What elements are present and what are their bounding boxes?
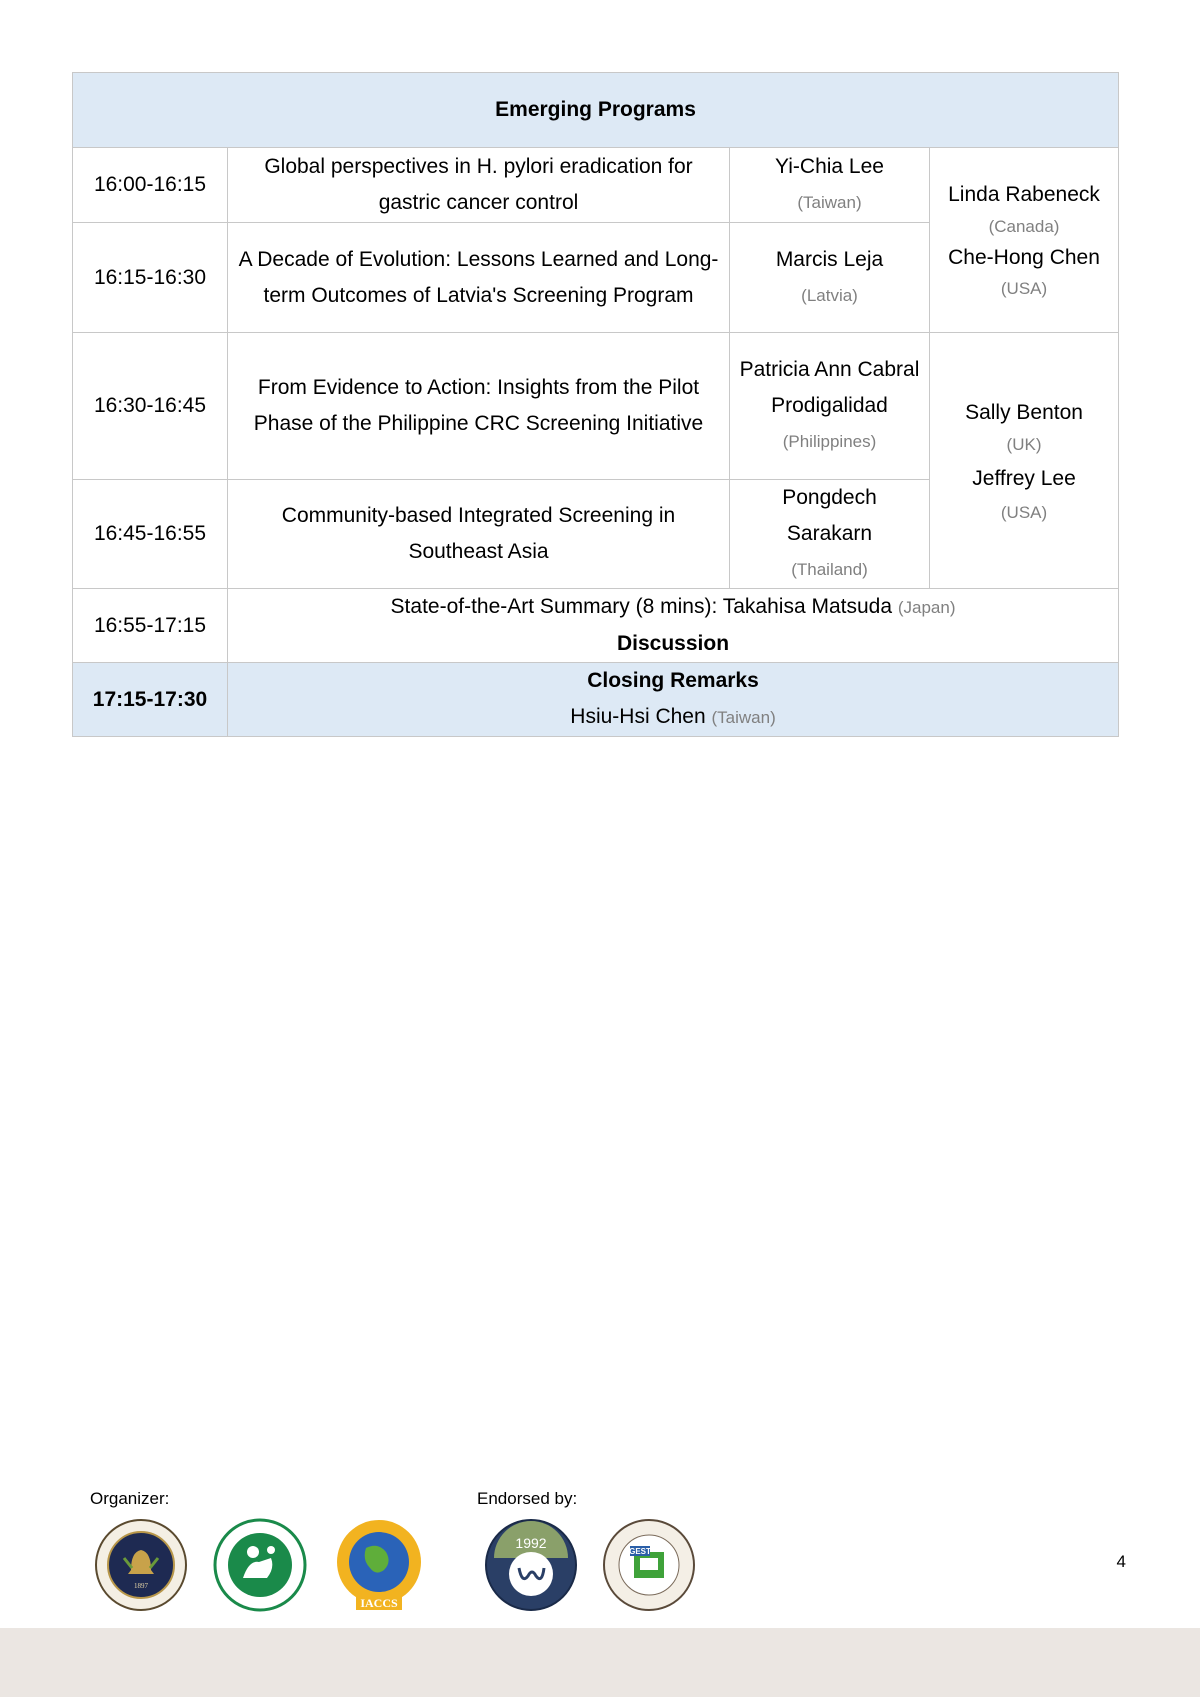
speaker-cell	[730, 148, 930, 223]
moderators-cell	[930, 333, 1119, 589]
moderator-name: Jeffrey Lee	[972, 466, 1076, 490]
speaker-cell	[730, 223, 930, 333]
moderator-name: Sally Benton	[965, 400, 1083, 424]
iaccs-logo	[332, 1518, 426, 1612]
speaker-country: (Latvia)	[801, 285, 858, 305]
speaker-name: Marcis Leja	[775, 247, 884, 271]
speaker-name: Patricia Ann Cabral Prodigalidad	[739, 358, 920, 417]
page-number: 4	[1116, 1552, 1126, 1571]
talk-title: From Evidence to Action: Insights from the Pilot Phase of the Philippine CRC Screening Initiative	[228, 333, 730, 480]
ntu-year: 1897	[134, 1582, 148, 1590]
iaccs-text: IACCS	[360, 1596, 398, 1610]
speaker-cell	[730, 333, 930, 480]
moderator-country: (Canada)	[988, 217, 1060, 236]
closing-row	[73, 663, 1119, 737]
discussion-label: Discussion	[617, 632, 730, 655]
time-cell: 16:30-16:45	[73, 333, 228, 480]
time-cell: 17:15-17:30	[73, 663, 228, 737]
table-row	[73, 333, 1119, 480]
time-cell: 16:15-16:30	[73, 223, 228, 333]
speaker-name: Yi-Chia Lee	[775, 155, 884, 178]
speaker-country: (Taiwan)	[797, 193, 862, 212]
time-cell: 16:00-16:15	[73, 148, 228, 223]
endoscopy-year: 1992	[515, 1535, 547, 1551]
talk-title: Community-based Integrated Screening in Southeast Asia	[228, 480, 730, 589]
summary-text: State-of-the-Art Summary (8 mins): Takahisa Matsuda	[390, 595, 893, 618]
moderator-country: (USA)	[1000, 279, 1048, 298]
summary-cell	[228, 589, 1119, 663]
table-row	[73, 148, 1119, 223]
gest-text: GEST	[629, 1547, 651, 1556]
moderator-country: (USA)	[1000, 502, 1048, 522]
speaker-cell	[730, 480, 930, 589]
time-cell: 16:45-16:55	[73, 480, 228, 589]
endorsed-label: Endorsed by:	[477, 1489, 578, 1508]
moderator-name: Linda Rabeneck	[948, 183, 1100, 206]
speaker-country: (Thailand)	[791, 560, 868, 579]
closing-cell	[228, 663, 1119, 737]
moderator-country: (UK)	[1006, 434, 1042, 454]
section-title: Emerging Programs	[73, 73, 1119, 148]
section-header-row	[73, 73, 1119, 148]
endoscopy-society-logo	[484, 1518, 578, 1612]
closing-title: Closing Remarks	[587, 669, 759, 692]
speaker-name: Pongdech Sarakarn	[782, 486, 877, 545]
summary-country: (Japan)	[897, 598, 956, 617]
ntu-medicine-logo	[94, 1518, 188, 1612]
talk-title: Global perspectives in H. pylori eradication for gastric cancer control	[228, 148, 730, 223]
moderators-cell	[930, 148, 1119, 333]
schedule-table	[72, 72, 1119, 737]
moderator-name: Che-Hong Chen	[948, 246, 1100, 269]
talk-title: A Decade of Evolution: Lessons Learned and Long-term Outcomes of Latvia's Screening Program	[228, 223, 730, 333]
changhua-christian-logo	[213, 1518, 307, 1612]
gastro-society-logo	[602, 1518, 696, 1612]
closing-country: (Taiwan)	[711, 708, 776, 727]
closing-speaker: Hsiu-Hsi Chen	[570, 705, 706, 728]
summary-row	[73, 589, 1119, 663]
organizer-label: Organizer:	[90, 1489, 170, 1508]
speaker-country: (Philippines)	[782, 432, 877, 451]
bottom-band	[0, 1628, 1200, 1697]
time-cell: 16:55-17:15	[73, 589, 228, 663]
